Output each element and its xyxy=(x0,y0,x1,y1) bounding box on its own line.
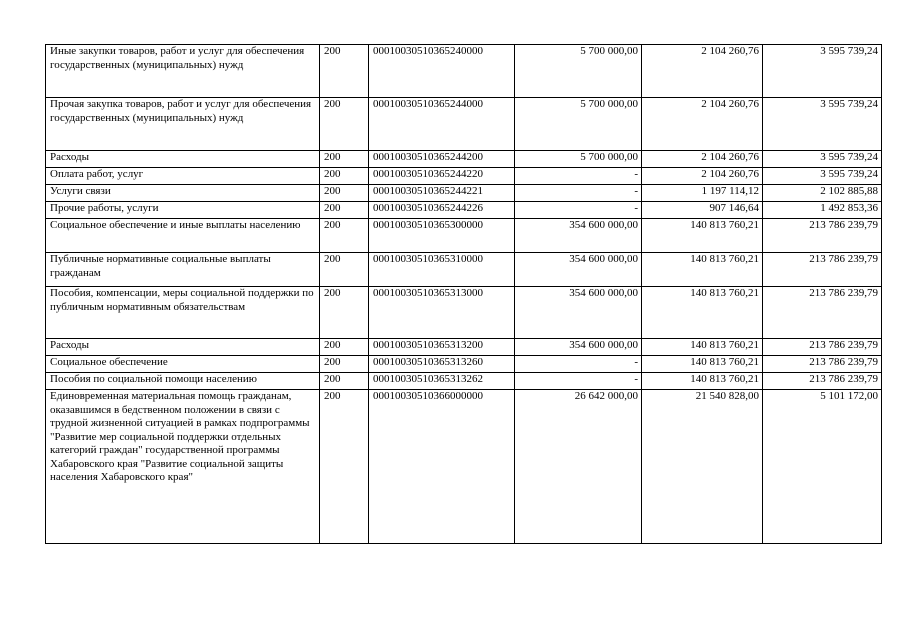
table-row xyxy=(46,98,882,151)
row-executed: 2 104 260,76 xyxy=(642,98,763,151)
row-approved: 354 600 000,00 xyxy=(515,219,642,253)
row-classification-code: 00010030510365244221 xyxy=(369,185,515,202)
row-approved: 5 700 000,00 xyxy=(515,45,642,98)
row-approved: 5 700 000,00 xyxy=(515,98,642,151)
row-remainder: 2 102 885,88 xyxy=(763,185,882,202)
table-row xyxy=(46,45,882,98)
table-row xyxy=(46,287,882,339)
row-name: Пособия по социальной помощи населению xyxy=(46,373,320,390)
row-approved: 354 600 000,00 xyxy=(515,287,642,339)
row-classification-code: 00010030510365244226 xyxy=(369,202,515,219)
row-executed: 140 813 760,21 xyxy=(642,373,763,390)
row-classification-code: 00010030510365313200 xyxy=(369,339,515,356)
table-row xyxy=(46,339,882,356)
row-classification-code: 00010030510366000000 xyxy=(369,390,515,544)
row-name: Единовременная материальная помощь гражданам, оказавшимся в бедственном положении в связи с трудной жизненной ситуацией в рамках подпрограммы "Развитие мер социальной поддержки отдельных категорий граждан" государственной программы Хабаровского края "Развитие социальной защиты населения Хабаровского края" xyxy=(46,390,320,544)
row-code: 200 xyxy=(320,253,369,287)
row-remainder: 1 492 853,36 xyxy=(763,202,882,219)
row-classification-code: 00010030510365244000 xyxy=(369,98,515,151)
row-name: Социальное обеспечение и иные выплаты населению xyxy=(46,219,320,253)
row-executed: 140 813 760,21 xyxy=(642,339,763,356)
row-code: 200 xyxy=(320,185,369,202)
row-executed: 2 104 260,76 xyxy=(642,151,763,168)
row-code: 200 xyxy=(320,151,369,168)
row-code: 200 xyxy=(320,202,369,219)
row-name: Расходы xyxy=(46,339,320,356)
row-approved: 354 600 000,00 xyxy=(515,339,642,356)
row-remainder: 3 595 739,24 xyxy=(763,45,882,98)
row-remainder: 213 786 239,79 xyxy=(763,219,882,253)
row-executed: 21 540 828,00 xyxy=(642,390,763,544)
row-name: Прочие работы, услуги xyxy=(46,202,320,219)
row-classification-code: 00010030510365313000 xyxy=(369,287,515,339)
row-approved: - xyxy=(515,168,642,185)
table-row xyxy=(46,151,882,168)
row-remainder: 213 786 239,79 xyxy=(763,356,882,373)
row-remainder: 213 786 239,79 xyxy=(763,287,882,339)
row-classification-code: 00010030510365313262 xyxy=(369,373,515,390)
table-row xyxy=(46,219,882,253)
row-classification-code: 00010030510365300000 xyxy=(369,219,515,253)
row-executed: 140 813 760,21 xyxy=(642,253,763,287)
row-classification-code: 00010030510365244220 xyxy=(369,168,515,185)
row-remainder: 213 786 239,79 xyxy=(763,373,882,390)
table-row xyxy=(46,373,882,390)
row-name: Расходы xyxy=(46,151,320,168)
row-remainder: 213 786 239,79 xyxy=(763,339,882,356)
table-row xyxy=(46,253,882,287)
row-remainder: 3 595 739,24 xyxy=(763,168,882,185)
row-code: 200 xyxy=(320,98,369,151)
row-code: 200 xyxy=(320,287,369,339)
row-name: Публичные нормативные социальные выплаты гражданам xyxy=(46,253,320,287)
row-name: Услуги связи xyxy=(46,185,320,202)
row-code: 200 xyxy=(320,356,369,373)
row-code: 200 xyxy=(320,168,369,185)
row-remainder: 3 595 739,24 xyxy=(763,151,882,168)
row-classification-code: 00010030510365310000 xyxy=(369,253,515,287)
row-executed: 907 146,64 xyxy=(642,202,763,219)
row-executed: 140 813 760,21 xyxy=(642,356,763,373)
row-executed: 140 813 760,21 xyxy=(642,219,763,253)
row-code: 200 xyxy=(320,45,369,98)
row-remainder: 213 786 239,79 xyxy=(763,253,882,287)
row-classification-code: 00010030510365244200 xyxy=(369,151,515,168)
row-executed: 2 104 260,76 xyxy=(642,168,763,185)
row-name: Оплата работ, услуг xyxy=(46,168,320,185)
row-approved: 26 642 000,00 xyxy=(515,390,642,544)
row-executed: 2 104 260,76 xyxy=(642,45,763,98)
row-remainder: 3 595 739,24 xyxy=(763,98,882,151)
row-name: Пособия, компенсации, меры социальной поддержки по публичным нормативным обязательствам xyxy=(46,287,320,339)
table-row xyxy=(46,356,882,373)
row-code: 200 xyxy=(320,390,369,544)
row-code: 200 xyxy=(320,373,369,390)
row-name: Прочая закупка товаров, работ и услуг для обеспечения государственных (муниципальных) нужд xyxy=(46,98,320,151)
budget-execution-table xyxy=(45,44,882,544)
row-approved: - xyxy=(515,373,642,390)
row-approved: - xyxy=(515,356,642,373)
table-row xyxy=(46,202,882,219)
table-row xyxy=(46,185,882,202)
row-approved: - xyxy=(515,185,642,202)
row-remainder: 5 101 172,00 xyxy=(763,390,882,544)
row-classification-code: 00010030510365240000 xyxy=(369,45,515,98)
row-executed: 1 197 114,12 xyxy=(642,185,763,202)
row-approved: 354 600 000,00 xyxy=(515,253,642,287)
row-executed: 140 813 760,21 xyxy=(642,287,763,339)
row-approved: 5 700 000,00 xyxy=(515,151,642,168)
row-name: Иные закупки товаров, работ и услуг для обеспечения государственных (муниципальных) нужд xyxy=(46,45,320,98)
row-code: 200 xyxy=(320,219,369,253)
table-row xyxy=(46,168,882,185)
row-name: Социальное обеспечение xyxy=(46,356,320,373)
row-approved: - xyxy=(515,202,642,219)
table-row xyxy=(46,390,882,544)
row-classification-code: 00010030510365313260 xyxy=(369,356,515,373)
row-code: 200 xyxy=(320,339,369,356)
